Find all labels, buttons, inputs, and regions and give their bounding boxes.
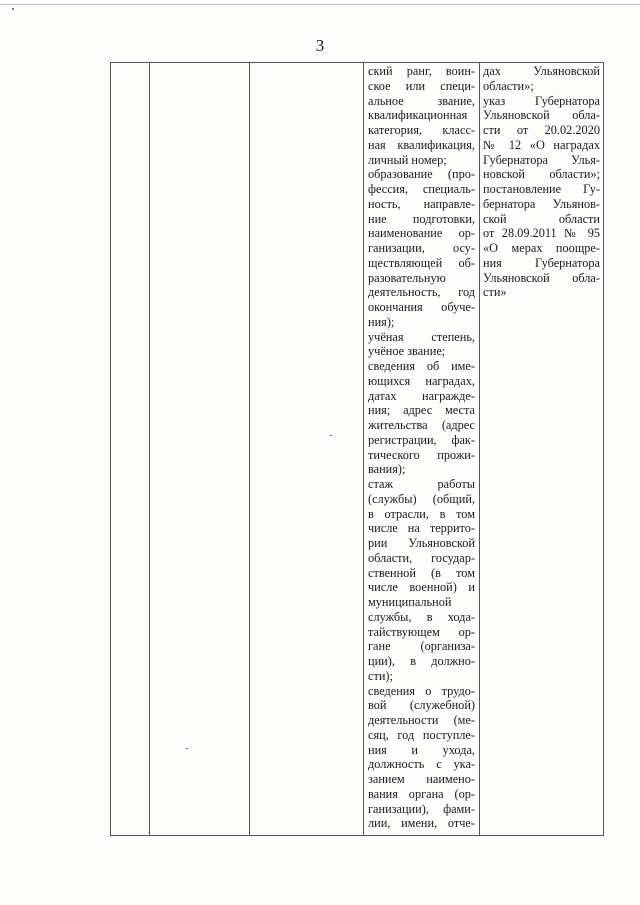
text-line: Ульяновской обла- — [483, 108, 600, 123]
text-line: постановление Гу- — [483, 182, 600, 196]
text-line: сти от 20.02.2020 — [483, 123, 600, 137]
text-line: датах награжде- — [368, 388, 475, 403]
text-line: ние подготовки, — [368, 211, 475, 226]
text-line: лии, имени, отче- — [368, 816, 475, 831]
text-line: рии Ульяновской — [368, 536, 475, 550]
text-line: ющихся наградах, — [368, 373, 475, 388]
text-line: жительства (адрес — [368, 418, 475, 432]
text-line: ский ранг, воин- — [368, 64, 475, 78]
text-line: сти); — [368, 668, 393, 683]
page-number: 3 — [315, 36, 325, 55]
text-line: области»; — [483, 78, 534, 93]
text-line: образование (про- — [368, 167, 475, 182]
scan-speck — [330, 435, 332, 436]
text-line: сти» — [483, 285, 507, 300]
text-line: ния); — [368, 314, 395, 329]
text-line: службы, в хода- — [368, 609, 475, 624]
text-line: занием наимено- — [368, 772, 475, 786]
text-line: от 28.09.2011 № 95 — [483, 226, 600, 241]
table-cell-legal-basis — [483, 64, 600, 300]
text-line: ганизации), фами- — [368, 801, 475, 816]
column-divider-3 — [363, 63, 364, 835]
scan-speck — [12, 8, 14, 10]
text-line: гане (организа- — [368, 639, 475, 654]
text-line: окончания обуче- — [368, 300, 475, 314]
text-line: вания органа (ор- — [368, 786, 475, 801]
text-line: сведения об име- — [368, 359, 475, 373]
text-line: сведения о трудо- — [368, 683, 475, 698]
text-line: (службы) (общий, — [368, 491, 475, 506]
text-line: разовательную — [368, 270, 446, 285]
text-line: ской области — [483, 211, 600, 226]
text-line: Губернатора Улья- — [483, 152, 600, 167]
text-line: ственной (в том — [368, 565, 475, 580]
text-line: категория, класс- — [368, 123, 475, 137]
text-line: тического прожи- — [368, 447, 475, 462]
text-line: альное звание, — [368, 93, 475, 108]
text-line: стаж работы — [368, 477, 475, 491]
text-line: деятельность, год — [368, 285, 475, 300]
text-line: муниципальной — [368, 595, 452, 609]
text-line: должность с ука- — [368, 757, 475, 772]
document-table — [110, 62, 604, 836]
scan-edge-line — [0, 4, 640, 5]
text-line: ции), в должно- — [368, 654, 475, 668]
text-line: ния; адрес места — [368, 403, 475, 418]
text-line: Ульяновской обла- — [483, 270, 600, 285]
text-line: фессия, специаль- — [368, 182, 475, 196]
text-line: деятельности (ме- — [368, 713, 475, 727]
text-line: учёное звание; — [368, 344, 446, 359]
text-line: ществляющей об- — [368, 255, 475, 270]
column-divider-1 — [149, 63, 150, 835]
table-cell-data-list — [368, 64, 475, 831]
text-line: ная квалификация, — [368, 137, 475, 152]
text-line: личный номер; — [368, 152, 447, 167]
text-line: ния Губернатора — [483, 255, 600, 270]
text-line: числе на террито- — [368, 521, 475, 536]
text-line: регистрации, фак- — [368, 432, 475, 447]
text-line: ность, направле- — [368, 196, 475, 211]
text-line: «О мерах поощре- — [483, 241, 600, 255]
text-line: новской области»; — [483, 167, 600, 182]
text-line: области, государ- — [368, 550, 475, 565]
text-line: № 12 «О наградах — [483, 137, 600, 152]
text-line: бернатора Ульянов- — [483, 196, 600, 211]
scan-speck — [186, 748, 188, 749]
text-line: ганизации, осу- — [368, 241, 475, 255]
text-line: ния и ухода, — [368, 742, 475, 757]
text-line: указ Губернатора — [483, 93, 600, 108]
text-line: учёная степень, — [368, 329, 475, 344]
text-line: вой (служебной) — [368, 698, 475, 713]
text-line: наименование ор- — [368, 226, 475, 241]
column-divider-2 — [249, 63, 250, 835]
column-divider-4 — [479, 63, 480, 835]
text-line: ское или специ- — [368, 78, 475, 93]
text-line: числе военной) и — [368, 580, 475, 595]
text-line: квалификационная — [368, 108, 468, 123]
text-line: тайствующем ор- — [368, 624, 475, 639]
text-line: вания); — [368, 462, 406, 477]
text-line: дах Ульяновской — [483, 64, 600, 78]
text-line: в отрасли, в том — [368, 506, 475, 521]
text-line: сяц, год поступле- — [368, 727, 475, 742]
